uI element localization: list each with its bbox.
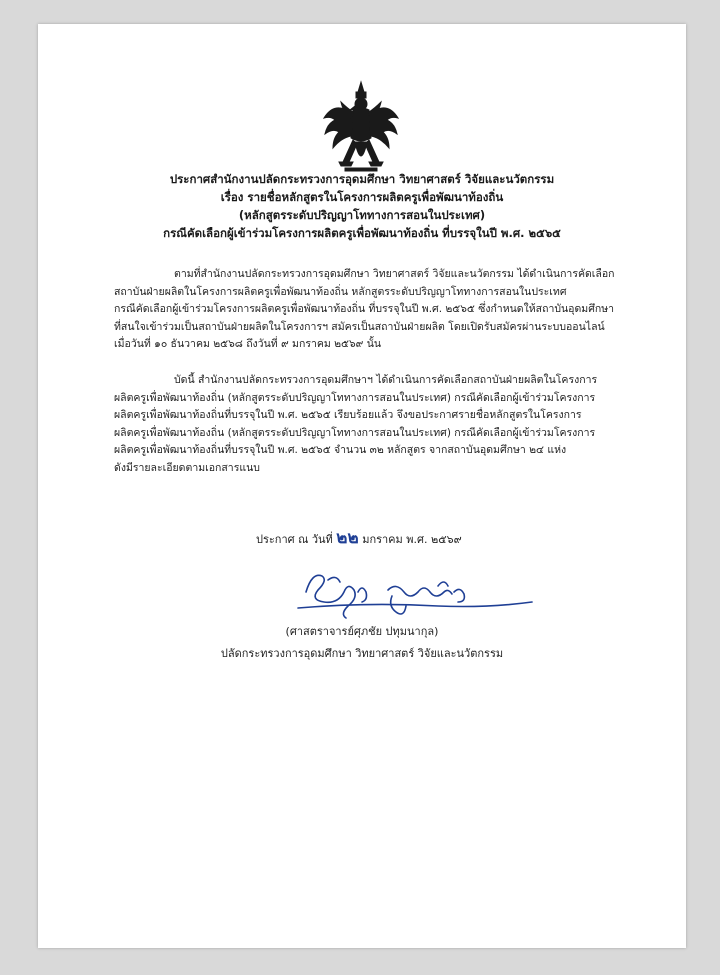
paragraph-line: เมื่อวันที่ ๑๐ ธันวาคม ๒๕๖๘ ถึงวันที่ ๙ มกราคม ๒๕๖๙ นั้น xyxy=(114,338,382,350)
document-page xyxy=(38,24,686,948)
paragraph-line: สถาบันฝ่ายผลิตในโครงการผลิตครูเพื่อพัฒนาท้องถิ่น หลักสูตรระดับปริญญาโททางการสอนในประเทศ xyxy=(114,285,567,298)
body-paragraph-1 xyxy=(114,266,614,354)
paragraph-line: บัดนี้ สำนักงานปลัดกระทรวงการอุดมศึกษาฯ ได้ดำเนินการคัดเลือกสถาบันฝ่ายผลิตในโครงการ xyxy=(174,374,598,386)
announcement-title: ประกาศสำนักงานปลัดกระทรวงการอุดมศึกษา วิทยาศาสตร์ วิจัยและนวัตกรรม xyxy=(169,172,555,186)
paragraph-line: ผลิตครูเพื่อพัฒนาท้องถิ่นที่บรรจุในปี พ.ศ. ๒๕๖๕ จำนวน ๓๒ หลักสูตร จากสถาบันอุดมศึกษา ๒๔ แห่ง xyxy=(114,444,567,456)
signer-name: (ศาสตราจารย์ศุภชัย ปทุมนากุล) xyxy=(285,625,439,638)
date-day: ๒๒ xyxy=(336,528,359,548)
subject-line: เรื่อง รายชื่อหลักสูตรในโครงการผลิตครูเพื่อพัฒนาท้องถิ่น xyxy=(220,190,504,204)
subject-subtitle: (หลักสูตรระดับปริญญาโททางการสอนในประเทศ) xyxy=(238,208,486,222)
body-paragraph-2 xyxy=(114,372,614,477)
paragraph-line: กรณีคัดเลือกผู้เข้าร่วมโครงการผลิตครูเพื่อพัฒนาท้องถิ่น ที่บรรจุในปี พ.ศ. ๒๕๖๕ ซึ่งกำหนดให้สถาบันอุดมศึกษา xyxy=(114,303,614,315)
subject-case: กรณีคัดเลือกผู้เข้าร่วมโครงการผลิตครูเพื่อพัฒนาท้องถิ่น ที่บรรจุในปี พ.ศ. ๒๕๖๕ xyxy=(163,226,561,240)
signer-position: ปลัดกระทรวงการอุดมศึกษา วิทยาศาสตร์ วิจัยและนวัตกรรม xyxy=(220,647,504,660)
announcement-date xyxy=(256,524,462,551)
paragraph-line: ผลิตครูเพื่อพัฒนาท้องถิ่น (หลักสูตรระดับปริญญาโททางการสอนในประเทศ) กรณีคัดเลือกผู้เข้าร่วมโครงการ xyxy=(114,391,596,404)
signature-image xyxy=(288,562,538,622)
paragraph-line: ผลิตครูเพื่อพัฒนาท้องถิ่นที่บรรจุในปี พ.ศ. ๒๕๖๕ เรียบร้อยแล้ว จึงขอประกาศรายชื่อหลักสูตรในโครงการ xyxy=(114,409,582,421)
paragraph-line: ที่สนใจเข้าร่วมเป็นสถาบันฝ่ายผลิตในโครงการฯ สมัครเป็นสถาบันฝ่ายผลิต โดยเปิดรับสมัครผ่านระบบออนไลน์ xyxy=(114,320,605,333)
garuda-emblem-icon xyxy=(321,80,401,176)
paragraph-line: ดังมีรายละเอียดตามเอกสารแนบ xyxy=(114,461,260,474)
date-prefix: ประกาศ ณ วันที่ xyxy=(256,533,333,546)
paragraph-line: ผลิตครูเพื่อพัฒนาท้องถิ่น (หลักสูตรระดับปริญญาโททางการสอนในประเทศ) กรณีคัดเลือกผู้เข้าร่วมโครงการ xyxy=(114,426,596,439)
date-month-year: มกราคม พ.ศ. ๒๕๖๙ xyxy=(362,533,462,546)
paragraph-line: ตามที่สำนักงานปลัดกระทรวงการอุดมศึกษา วิทยาศาสตร์ วิจัยและนวัตกรรม ได้ดำเนินการคัดเลือก xyxy=(174,268,614,280)
